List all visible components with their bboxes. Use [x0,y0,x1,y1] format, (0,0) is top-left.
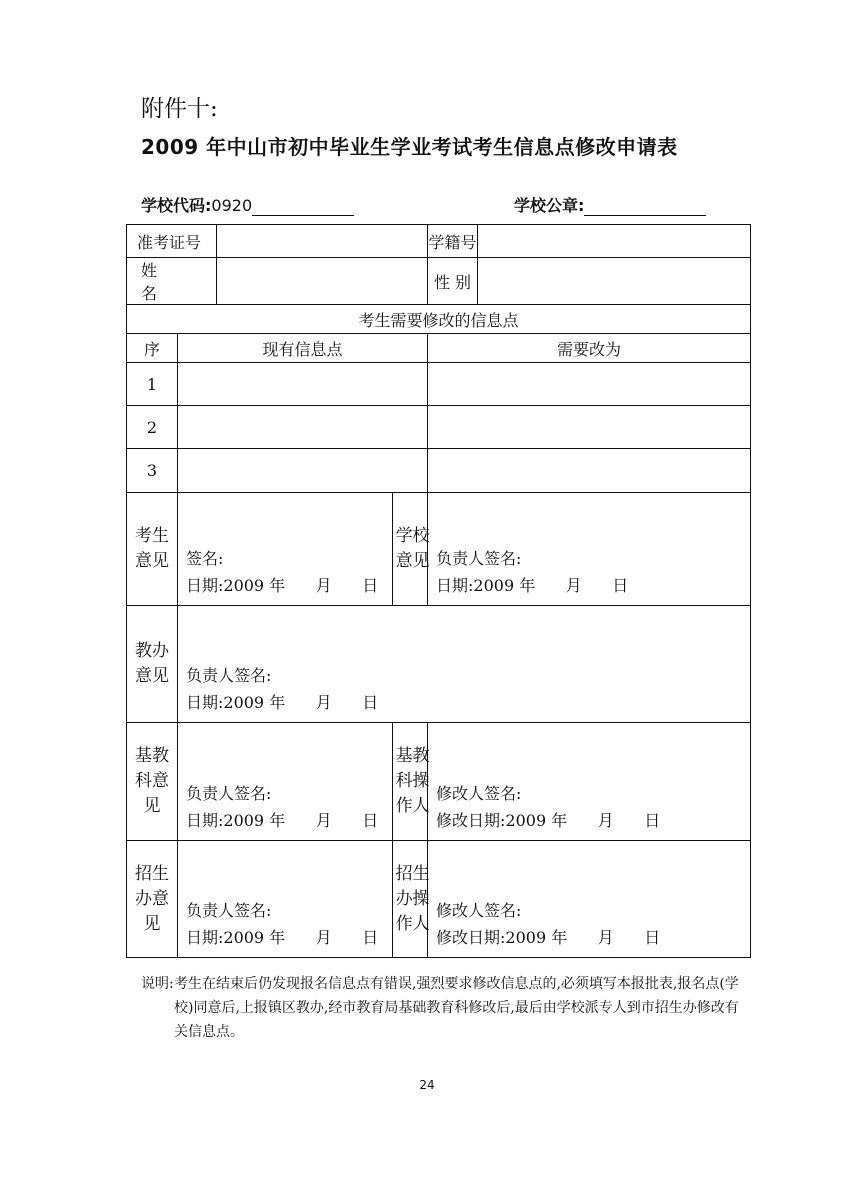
candidate-opinion-label: 考生意见 [127,493,178,606]
school-opinion-label: 学校意见 [393,493,428,606]
gender-label: 性 别 [428,258,478,305]
note-head: 说明: [141,976,174,992]
modifier-sign-label: 修改人签名: [436,901,522,920]
school-opinion-cell[interactable] [428,493,751,606]
student-id-label: 学籍号 [428,225,478,258]
page-number: 24 [419,1078,435,1092]
school-seal-label: 学校公章: [514,196,585,215]
name-label: 姓 名 [127,258,217,305]
current-info-cell[interactable] [178,449,428,493]
date-row: 日期:2009 年 月 日 [186,811,379,830]
school-code-blank[interactable] [252,199,354,216]
col-current-header: 现有信息点 [178,334,428,363]
section-title: 考生需要修改的信息点 [127,305,751,334]
exam-number-label: 准考证号 [127,225,217,258]
date-row: 日期:2009 年 月 日 [436,576,629,595]
current-info-cell[interactable] [178,406,428,449]
col-change-to-header: 需要改为 [428,334,751,363]
name-field[interactable] [217,258,428,305]
change-to-cell[interactable] [428,363,751,406]
edu-office-cell[interactable] [178,606,751,723]
exam-number-field[interactable] [217,225,428,258]
change-to-cell[interactable] [428,449,751,493]
date-row: 日期:2009 年 月 日 [186,693,379,712]
note-body: 考生在结束后仍发现报名信息点有错误,强烈要求修改信息点的,必须填写本报批表,报名点(学校)同意后,上报镇区教办,经市教育局基础教育科修改后,最后由学校派专人到市招生办修改有关信息点。 [174,976,739,1040]
form-title: 2009 年中山市初中毕业生学业考试考生信息点修改申请表 [141,135,678,159]
current-info-cell[interactable] [178,363,428,406]
signature-label: 签名: [186,549,224,568]
school-seal-line [514,193,706,216]
admissions-operator-label: 招生办操作人 [393,841,428,958]
change-to-cell[interactable] [428,406,751,449]
responsible-sign-label: 负责人签名: [186,784,272,803]
date-row: 日期:2009 年 月 日 [186,928,379,947]
student-id-field[interactable] [478,225,751,258]
responsible-sign-label: 负责人签名: [186,901,272,920]
gender-field[interactable] [478,258,751,305]
basic-edu-cell[interactable] [178,723,393,841]
col-seq-header: 序 [127,334,178,363]
modify-date-row: 修改日期:2009 年 月 日 [436,928,661,947]
row-number: 3 [127,449,178,493]
school-seal-blank[interactable] [584,199,706,216]
responsible-sign-label: 负责人签名: [436,549,522,568]
edu-office-label: 教办意见 [127,606,178,723]
modifier-sign-label: 修改人签名: [436,784,522,803]
row-number: 1 [127,363,178,406]
basic-edu-operator-label: 基教科操作人 [393,723,428,841]
admissions-label: 招生办意见 [127,841,178,958]
modify-date-row: 修改日期:2009 年 月 日 [436,811,661,830]
school-code-value: 0920 [211,196,253,215]
date-row: 日期:2009 年 月 日 [186,576,379,595]
candidate-opinion-cell[interactable] [178,493,393,606]
school-code-line [141,193,354,216]
admissions-operator-cell[interactable] [428,841,751,958]
basic-edu-operator-cell[interactable] [428,723,751,841]
responsible-sign-label: 负责人签名: [186,666,272,685]
basic-edu-label: 基教科意见 [127,723,178,841]
admissions-cell[interactable] [178,841,393,958]
attachment-label: 附件十: [141,96,218,122]
application-form-table [126,224,751,958]
row-number: 2 [127,406,178,449]
school-code-label: 学校代码: [141,196,212,215]
